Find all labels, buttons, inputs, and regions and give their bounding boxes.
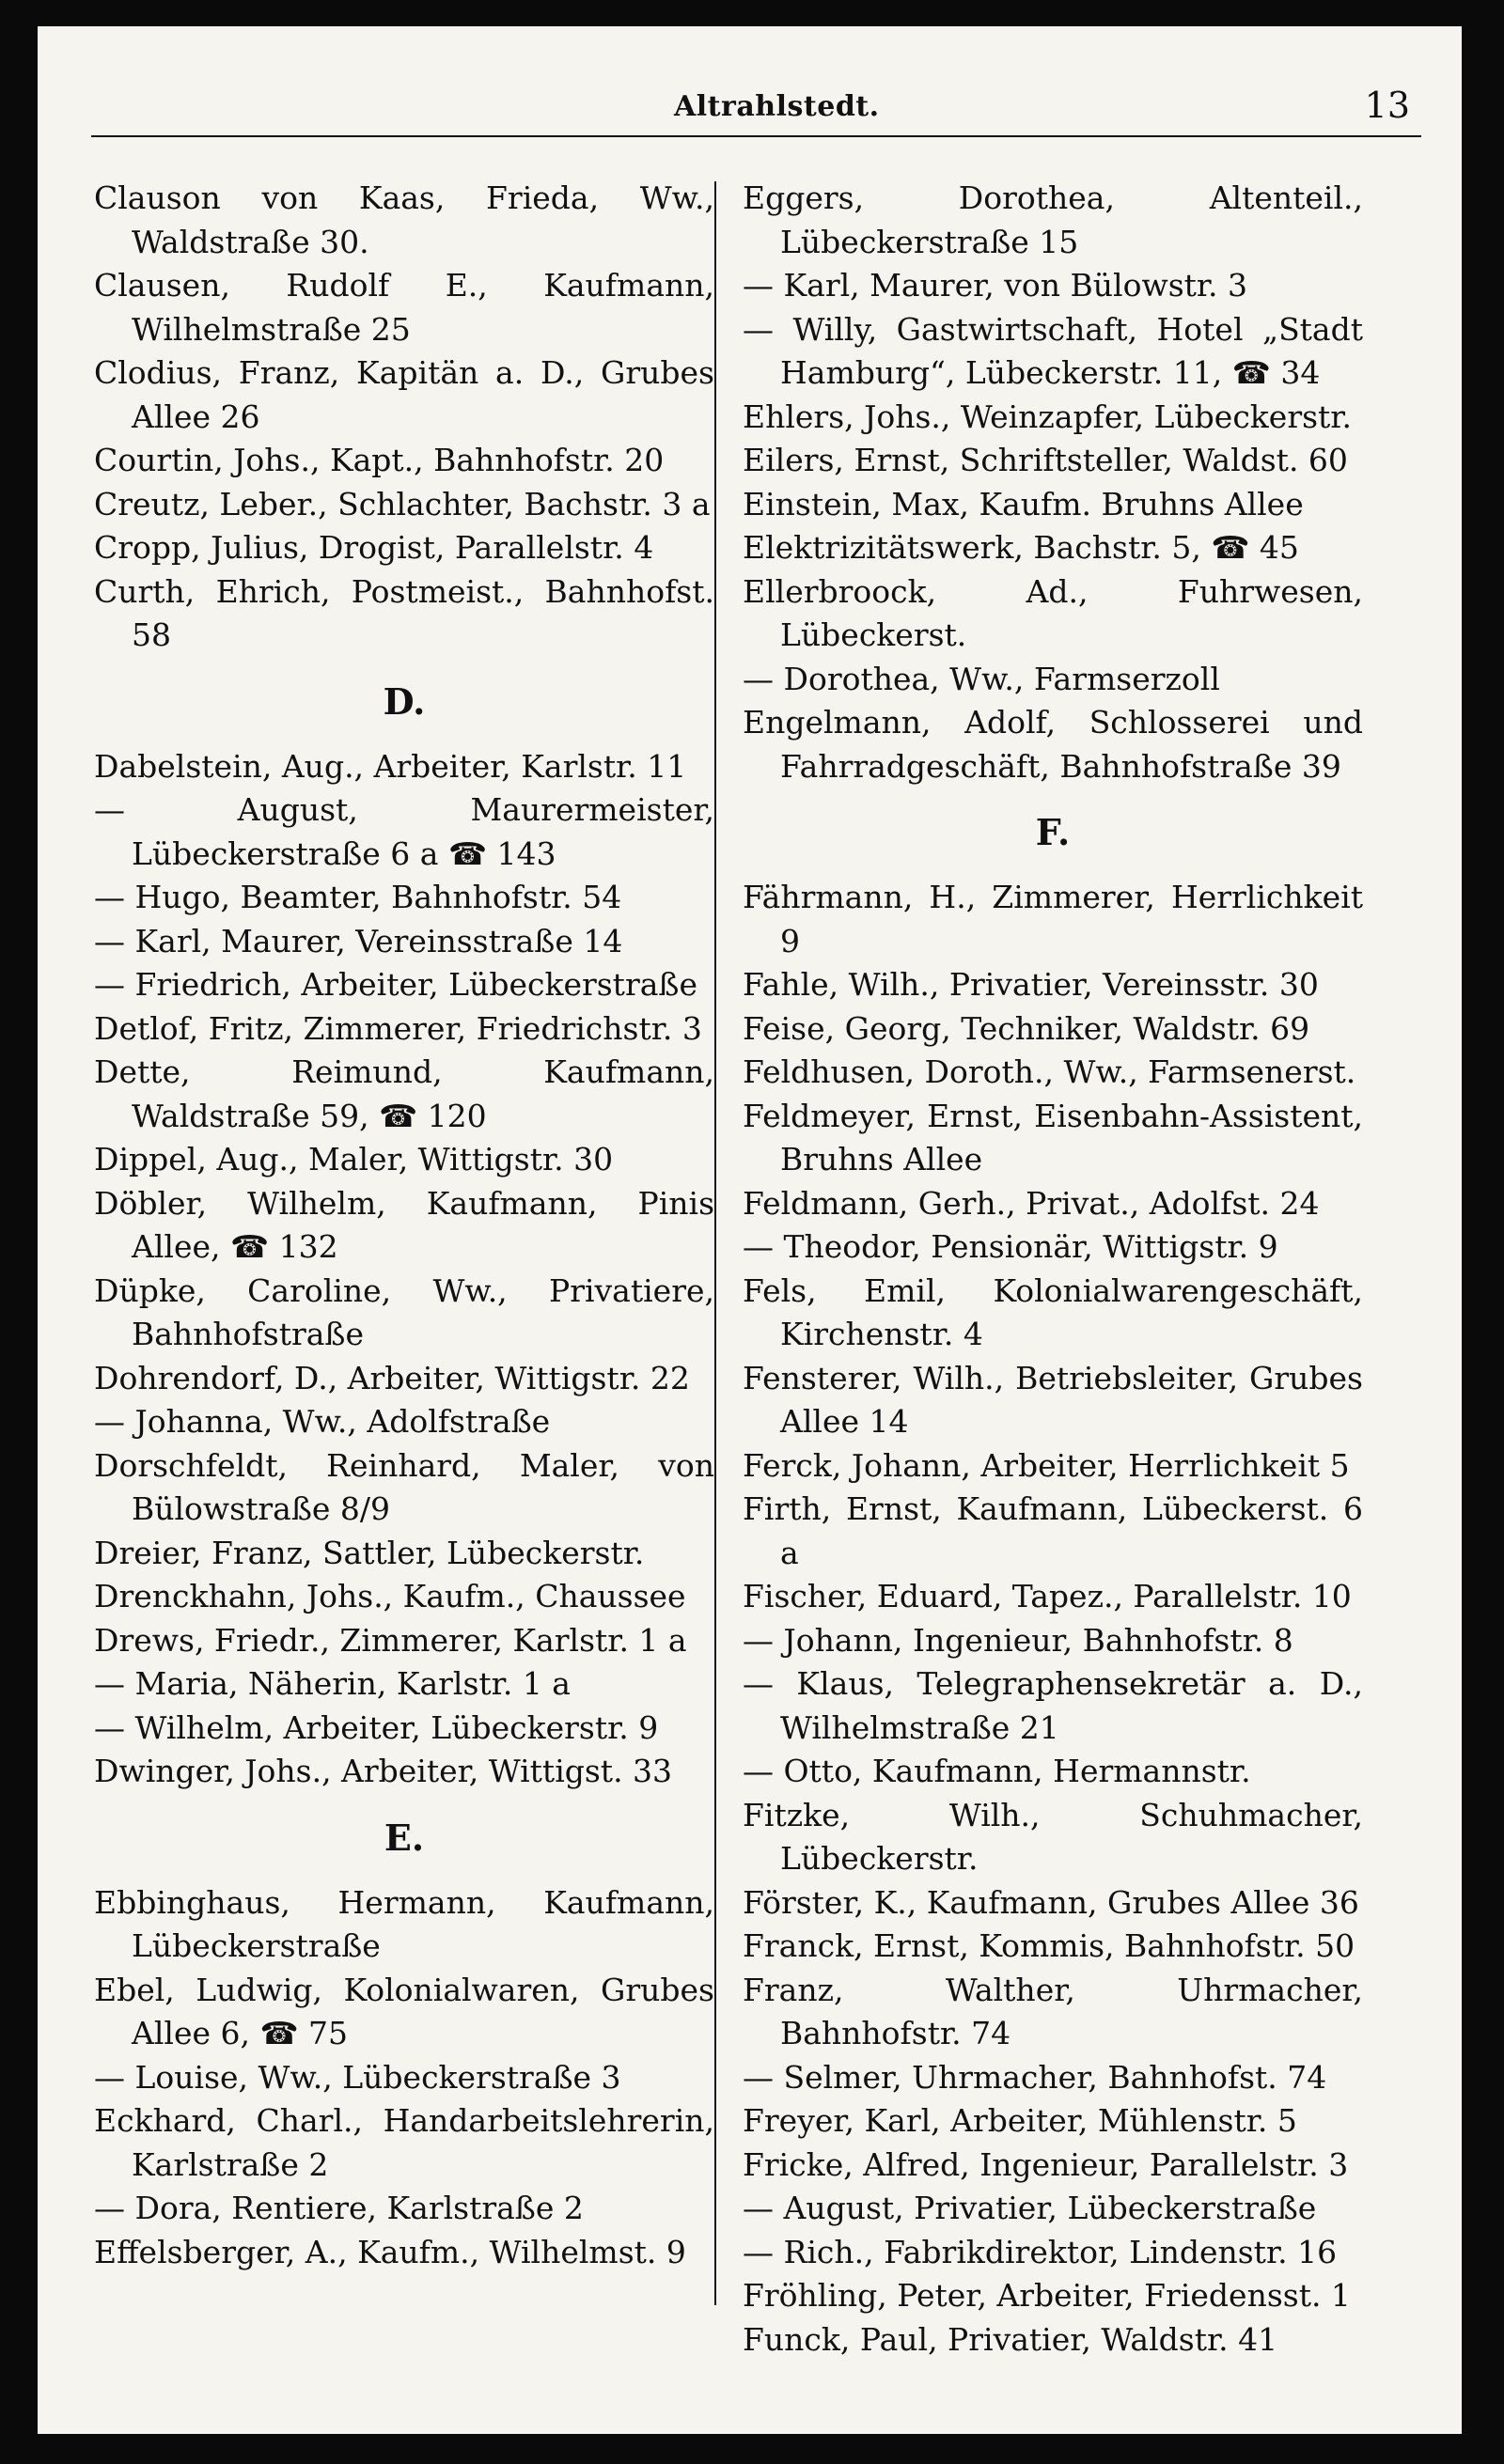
directory-entry: Creutz, Leber., Schlachter, Bachstr. 3 a xyxy=(94,485,711,522)
directory-entry: Eggers, Dorothea, Altenteil., Lübeckerstraße 15 xyxy=(743,179,1363,260)
directory-entry: Ellerbroock, Ad., Fuhrwesen, Lübeckerst. xyxy=(743,572,1363,653)
directory-entry: Courtin, Johs., Kapt., Bahnhofstr. 20 xyxy=(94,442,665,478)
directory-entry: Düpke, Caroline, Ww., Privatiere, Bahnhofstraße xyxy=(94,1271,714,1352)
directory-entry: Ebbinghaus, Hermann, Kaufmann, Lübeckerstraße xyxy=(94,1883,714,1964)
directory-entry: Feise, Georg, Techniker, Waldstr. 69 xyxy=(743,1009,1310,1047)
directory-entry: Feldhusen, Doroth., Ww., Farmsenerst. xyxy=(743,1053,1356,1090)
directory-entry: — Willy, Gastwirtschaft, Hotel „Stadt Hamburg“, Lübeckerstr. 11, ☎ 34 xyxy=(743,310,1363,391)
directory-page xyxy=(38,26,1462,2434)
directory-entry: — Selmer, Uhrmacher, Bahnhofst. 74 xyxy=(743,2058,1327,2096)
directory-entry: Dorschfeldt, Reinhard, Maler, von Bülowstraße 8/9 xyxy=(94,1446,714,1527)
directory-entry: — August, Privatier, Lübeckerstraße xyxy=(743,2190,1317,2226)
section-letter: D. xyxy=(383,679,426,723)
directory-entry: — Maria, Näherin, Karlstr. 1 a xyxy=(94,1665,571,1702)
directory-entry: Cropp, Julius, Drogist, Parallelstr. 4 xyxy=(94,529,654,566)
directory-entry: Ehlers, Johs., Weinzapfer, Lübeckerstr. xyxy=(743,398,1352,435)
directory-entry: Fensterer, Wilh., Betriebsleiter, Grubes Allee 14 xyxy=(743,1359,1363,1440)
directory-entry: Dette, Reimund, Kaufmann, Waldstraße 59, ☎ 120 xyxy=(94,1053,714,1134)
directory-entry: — Rich., Fabrikdirektor, Lindenstr. 16 xyxy=(743,2233,1338,2270)
directory-entry: Dreier, Franz, Sattler, Lübeckerstr. xyxy=(94,1534,645,1571)
directory-entry: Clausen, Rudolf E., Kaufmann, Wilhelmstraße 25 xyxy=(94,267,714,348)
directory-entry: Drews, Friedr., Zimmerer, Karlstr. 1 a xyxy=(94,1621,687,1659)
directory-entry: — Karl, Maurer, von Bülowstr. 3 xyxy=(743,267,1248,304)
directory-entry: Fröhling, Peter, Arbeiter, Friedensst. 1 xyxy=(743,2277,1351,2314)
directory-entry: — Otto, Kaufmann, Hermannstr. xyxy=(743,1753,1251,1789)
directory-entry: Curth, Ehrich, Postmeist., Bahnhofst. 58 xyxy=(94,572,714,653)
directory-entry: Engelmann, Adolf, Schlosserei und Fahrradgeschäft, Bahnhofstraße 39 xyxy=(743,704,1363,785)
directory-entry: Clauson von Kaas, Frieda, Ww., Waldstraße 30. xyxy=(94,179,714,260)
directory-entry: Drenckhahn, Johs., Kaufm., Chaussee xyxy=(94,1578,686,1614)
directory-entry: Franck, Ernst, Kommis, Bahnhofstr. 50 xyxy=(743,1927,1355,1964)
directory-entry: Dohrendorf, D., Arbeiter, Wittigstr. 22 xyxy=(94,1359,690,1396)
directory-entry: Fahle, Wilh., Privatier, Vereinsstr. 30 xyxy=(743,966,1319,1003)
directory-entry: Einstein, Max, Kaufm. Bruhns Allee xyxy=(743,485,1304,522)
directory-entry: Dabelstein, Aug., Arbeiter, Karlstr. 11 xyxy=(94,747,687,785)
directory-entry: Clodius, Franz, Kapitän a. D., Grubes Allee 26 xyxy=(94,354,714,435)
directory-entry: Fischer, Eduard, Tapez., Parallelstr. 10 xyxy=(743,1578,1352,1614)
directory-entry: Döbler, Wilhelm, Kaufmann, Pinis Allee, ☎ 132 xyxy=(94,1184,714,1265)
directory-entry: — Johann, Ingenieur, Bahnhofstr. 8 xyxy=(743,1621,1293,1659)
column-divider xyxy=(714,181,716,2305)
directory-entry: — Klaus, Telegraphensekretär a. D., Wilhelmstraße 21 xyxy=(743,1665,1363,1746)
directory-entry: — Louise, Ww., Lübeckerstraße 3 xyxy=(94,2058,621,2096)
directory-entry: Eilers, Ernst, Schriftsteller, Waldst. 60 xyxy=(743,442,1348,478)
directory-entry: Ferck, Johann, Arbeiter, Herrlichkeit 5 xyxy=(743,1446,1350,1484)
page-number: 13 xyxy=(1364,85,1410,126)
directory-entry: Detlof, Fritz, Zimmerer, Friedrichstr. 3 xyxy=(94,1009,702,1047)
directory-entry: Freyer, Karl, Arbeiter, Mühlenstr. 5 xyxy=(743,2102,1297,2139)
directory-entry: Fricke, Alfred, Ingenieur, Parallelstr. 3 xyxy=(743,2145,1349,2183)
running-title: Altrahlstedt. xyxy=(674,90,880,123)
directory-entry: — Friedrich, Arbeiter, Lübeckerstraße xyxy=(94,966,697,1003)
directory-entry: — Wilhelm, Arbeiter, Lübeckerstr. 9 xyxy=(94,1708,659,1746)
section-letter: E. xyxy=(384,1816,425,1859)
directory-entry: — Dorothea, Ww., Farmserzoll xyxy=(743,660,1220,697)
right-column xyxy=(743,177,1363,2362)
directory-entry: — Hugo, Beamter, Bahnhofstr. 54 xyxy=(94,879,622,915)
directory-entry: Fels, Emil, Kolonialwarengeschäft, Kirchenstr. 4 xyxy=(743,1271,1363,1352)
left-column xyxy=(94,177,714,2274)
directory-entry: Elektrizitätswerk, Bachstr. 5, ☎ 45 xyxy=(743,529,1299,566)
directory-entry: — Karl, Maurer, Vereinsstraße 14 xyxy=(94,922,623,959)
directory-entry: Fährmann, H., Zimmerer, Herrlichkeit 9 xyxy=(743,879,1363,959)
directory-entry: Fitzke, Wilh., Schuhmacher, Lübeckerstr. xyxy=(743,1796,1363,1877)
directory-entry: Funck, Paul, Privatier, Waldstr. 41 xyxy=(743,2320,1278,2358)
directory-entry: Feldmeyer, Ernst, Eisenbahn-Assistent, Bruhns Allee xyxy=(743,1097,1363,1177)
directory-entry: Franz, Walther, Uhrmacher, Bahnhofstr. 74 xyxy=(743,1971,1363,2051)
directory-entry: Feldmann, Gerh., Privat., Adolfst. 24 xyxy=(743,1184,1320,1222)
directory-entry: Ebel, Ludwig, Kolonialwaren, Grubes Allee 6, ☎ 75 xyxy=(94,1971,714,2051)
directory-entry: Eckhard, Charl., Handarbeitslehrerin, Karlstraße 2 xyxy=(94,2102,714,2183)
directory-entry: Dwinger, Johs., Arbeiter, Wittigst. 33 xyxy=(94,1753,673,1789)
directory-entry: Firth, Ernst, Kaufmann, Lübeckerst. 6 a xyxy=(743,1490,1363,1571)
directory-entry: — August, Maurermeister, Lübeckerstraße 6 a ☎ 143 xyxy=(94,791,714,872)
section-letter: F. xyxy=(1035,811,1071,853)
directory-entry: Dippel, Aug., Maler, Wittigstr. 30 xyxy=(94,1141,614,1177)
directory-entry: — Theodor, Pensionär, Wittigstr. 9 xyxy=(743,1228,1278,1265)
page-header xyxy=(91,68,1421,137)
directory-entry: Förster, K., Kaufmann, Grubes Allee 36 xyxy=(743,1883,1359,1921)
directory-entry: — Johanna, Ww., Adolfstraße xyxy=(94,1403,551,1440)
directory-entry: — Dora, Rentiere, Karlstraße 2 xyxy=(94,2190,584,2226)
directory-entry: Effelsberger, A., Kaufm., Wilhelmst. 9 xyxy=(94,2233,686,2270)
